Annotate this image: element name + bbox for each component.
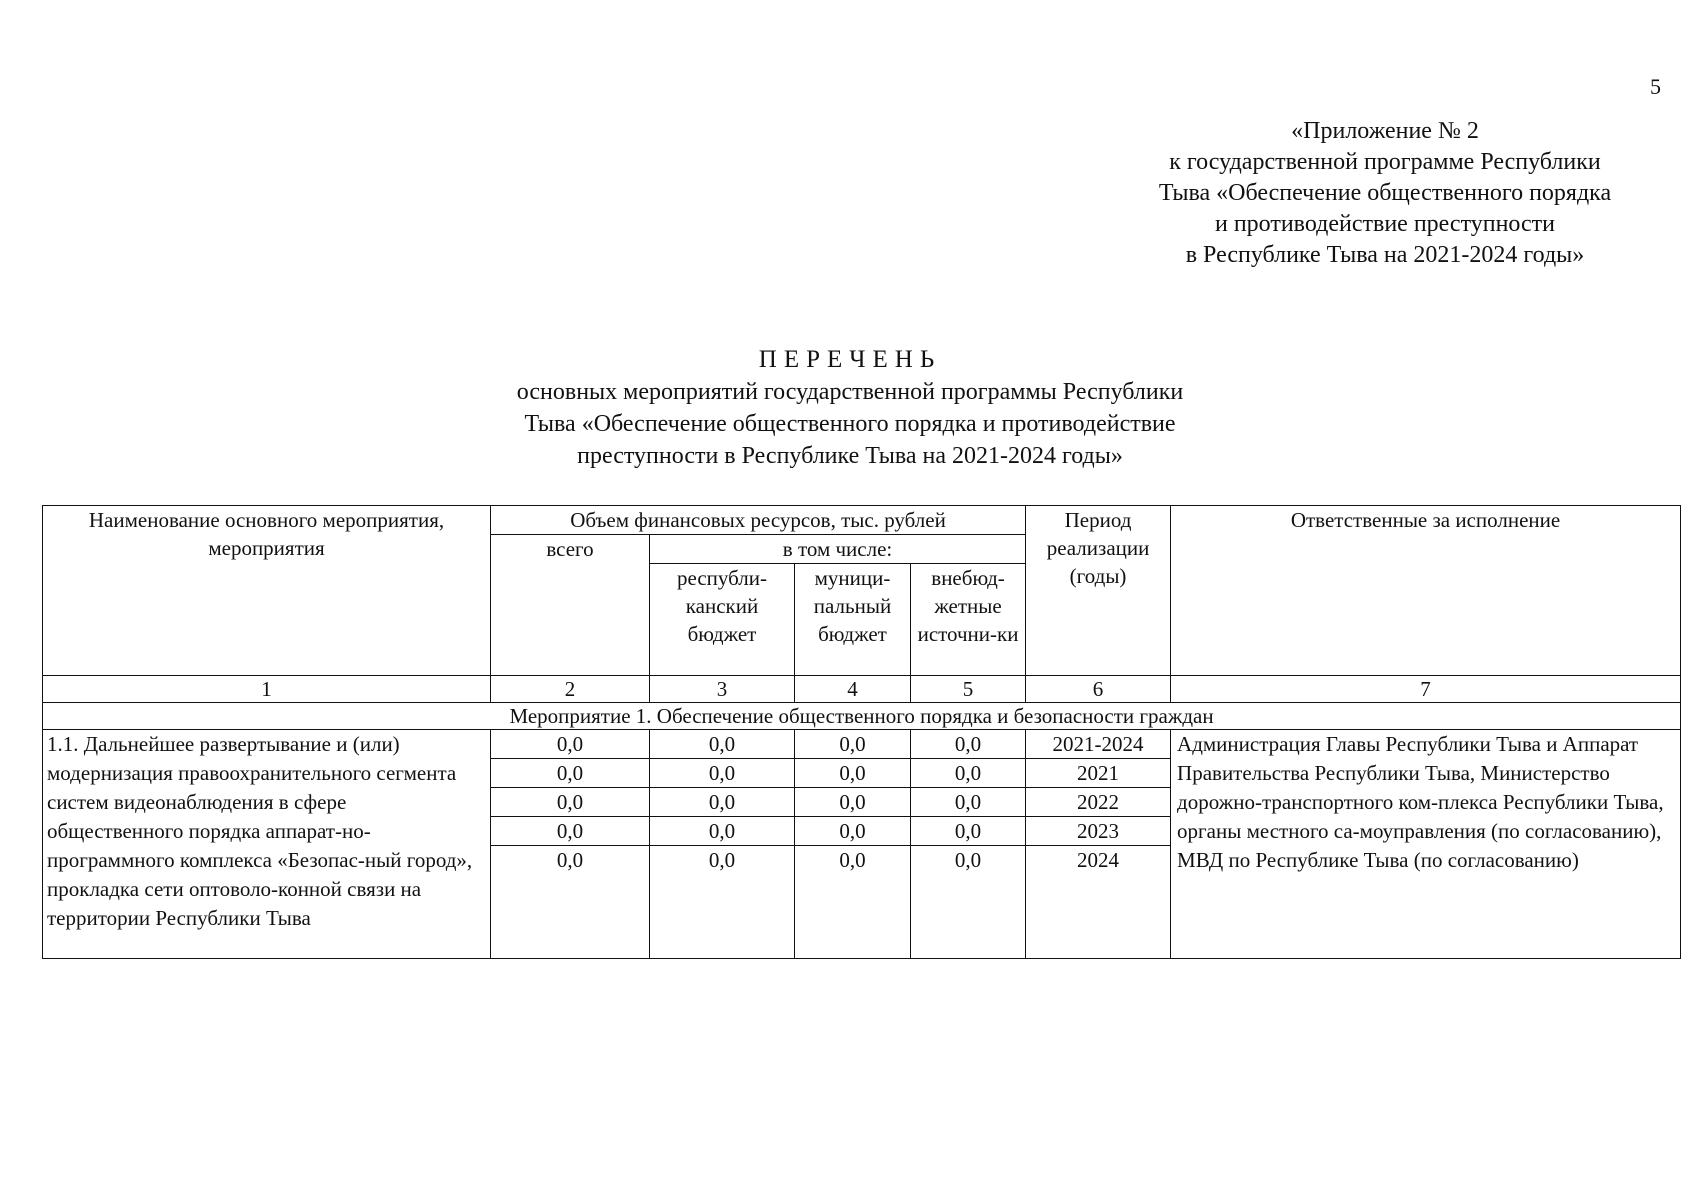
empty-cell — [795, 874, 911, 958]
appendix-line: и противодействие преступности — [1214, 211, 1556, 237]
cell-total: 0,0 — [491, 759, 650, 788]
cell-extrabudgetary: 0,0 — [911, 846, 1026, 875]
cell-extrabudgetary: 0,0 — [911, 788, 1026, 817]
empty-cell — [650, 874, 795, 958]
cell-period: 2021-2024 — [1026, 730, 1171, 759]
table-row — [43, 730, 1681, 759]
cell-municipal: 0,0 — [795, 817, 911, 846]
header-including: в том числе: — [650, 535, 1026, 564]
empty-cell — [491, 874, 650, 958]
column-number: 6 — [1026, 676, 1171, 703]
header-responsible: Ответственные за исполнение — [1171, 506, 1681, 676]
header-total: всего — [491, 535, 650, 676]
cell-municipal: 0,0 — [795, 846, 911, 875]
appendix-note — [1090, 116, 1680, 271]
cell-period: 2024 — [1026, 846, 1171, 875]
cell-republican: 0,0 — [650, 846, 795, 875]
item-responsible: Администрация Главы Республики Тыва и Аппарат Правительства Республики Тыва, Министерство дорожно-транспортного ком-плекса Республики Тыва, органы местного са-моуправления (по согласованию), МВД по Республике Тыва (по согласованию) — [1171, 730, 1681, 959]
appendix-line: «Приложение № 2 — [1291, 118, 1479, 144]
empty-cell — [911, 874, 1026, 958]
heading-line: преступности в Республике Тыва на 2021-2024 годы» — [577, 443, 1123, 469]
empty-cell — [1026, 874, 1171, 958]
document-heading — [380, 344, 1320, 472]
heading-line: Тыва «Обеспечение общественного порядка и противодействие — [524, 411, 1176, 437]
section-row — [43, 703, 1681, 730]
header-period: Период реализации (годы) — [1026, 506, 1171, 676]
appendix-line: Тыва «Обеспечение общественного порядка — [1158, 180, 1612, 206]
header-republican: республи-канский бюджет — [650, 564, 795, 676]
appendix-line: к государственной программе Республики — [1169, 149, 1601, 175]
cell-republican: 0,0 — [650, 788, 795, 817]
cell-period: 2021 — [1026, 759, 1171, 788]
cell-extrabudgetary: 0,0 — [911, 817, 1026, 846]
header-extrabudgetary: внебюд-жетные источни-ки — [911, 564, 1026, 676]
section-title: Мероприятие 1. Обеспечение общественного порядка и безопасности граждан — [43, 703, 1681, 730]
cell-extrabudgetary: 0,0 — [911, 759, 1026, 788]
header-row — [43, 506, 1681, 535]
cell-republican: 0,0 — [650, 759, 795, 788]
header-name: Наименование основного мероприятия, мероприятия — [43, 506, 491, 676]
cell-municipal: 0,0 — [795, 788, 911, 817]
cell-republican: 0,0 — [650, 817, 795, 846]
page-number: 5 — [1650, 74, 1661, 99]
cell-total: 0,0 — [491, 846, 650, 875]
cell-municipal: 0,0 — [795, 730, 911, 759]
cell-republican: 0,0 — [650, 730, 795, 759]
heading-title: ПЕРЕЧЕНЬ — [758, 346, 942, 373]
appendix-line: в Республике Тыва на 2021-2024 годы» — [1185, 242, 1585, 268]
cell-total: 0,0 — [491, 817, 650, 846]
cell-total: 0,0 — [491, 730, 650, 759]
measures-table — [42, 505, 1681, 959]
cell-period: 2023 — [1026, 817, 1171, 846]
cell-period: 2022 — [1026, 788, 1171, 817]
header-volume: Объем финансовых ресурсов, тыс. рублей — [491, 506, 1026, 535]
column-number: 7 — [1171, 676, 1681, 703]
cell-extrabudgetary: 0,0 — [911, 730, 1026, 759]
cell-municipal: 0,0 — [795, 759, 911, 788]
heading-line: основных мероприятий государственной программы Республики — [516, 379, 1184, 405]
column-number: 5 — [911, 676, 1026, 703]
item-name: 1.1. Дальнейшее развертывание и (или) модернизация правоохранительного сегмента систем видеонаблюдения в сфере общественного порядка аппарат-но-программного комплекса «Безопас-ный город», прокладка сети оптоволо-конной связи на территории Республики Тыва — [43, 730, 491, 959]
column-number-row — [43, 676, 1681, 703]
header-municipal: муници-пальный бюджет — [795, 564, 911, 676]
cell-total: 0,0 — [491, 788, 650, 817]
column-number: 3 — [650, 676, 795, 703]
column-number: 2 — [491, 676, 650, 703]
column-number: 4 — [795, 676, 911, 703]
column-number: 1 — [43, 676, 491, 703]
